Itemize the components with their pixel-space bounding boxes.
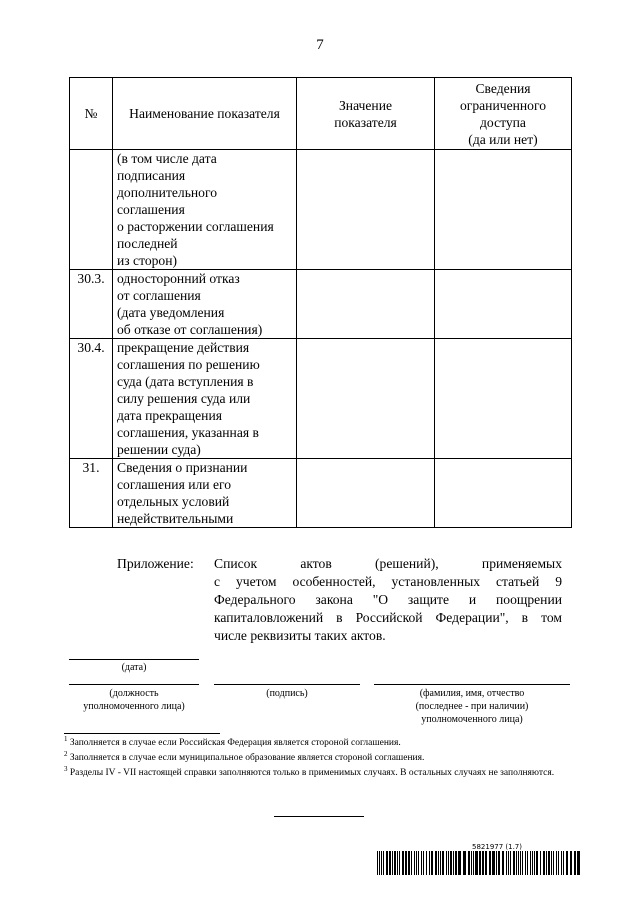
footnote-mark: 2 [64,749,68,758]
barcode-bar [485,851,487,875]
date-caption: (дата) [121,662,147,673]
header-num: № [70,78,113,150]
row-name: (в том числе дата подписания дополнительного соглашения о расторжении соглашения последней из сторон) [113,150,297,270]
barcode-bar [498,851,500,875]
barcode-bar [530,851,531,875]
footnote-mark: 3 [64,764,68,773]
barcode-bar [394,851,396,875]
barcode-label: 5821977 (1.7) [472,843,522,851]
barcode-bar [577,851,580,875]
barcode-bar [414,851,415,875]
barcode-bar [516,851,517,875]
appendix-text [214,555,562,645]
footnote-mark: 1 [64,734,68,743]
barcode-bar [574,851,576,875]
barcode-bar [435,851,437,875]
barcode-bar [429,851,430,875]
footnote-separator [64,733,220,734]
row-value [297,459,435,528]
barcode-bar [563,851,564,875]
barcode-bar [386,851,388,875]
barcode-bar [522,851,523,875]
appendix-line: Федерального закона "О защите и поощрении [214,592,562,607]
indicators-table [69,77,572,528]
footnote-text: Заполняется в случае если Российская Федерация является стороной соглашения. [69,738,401,748]
barcode-bar [423,851,424,875]
barcode-bar [543,851,545,875]
barcode-bar [548,851,550,875]
barcode-bar [556,851,557,875]
barcode-bar [426,851,427,875]
row-value [297,150,435,270]
table-row [70,339,572,459]
barcode-bar [379,851,380,875]
position-line [69,684,199,685]
barcode-bar [561,851,562,875]
bottom-rule [274,816,364,817]
barcode [377,851,582,875]
barcode-bar [399,851,400,875]
barcode-bar [440,851,441,875]
row-restricted [435,459,572,528]
barcode-bar [520,851,521,875]
row-restricted [435,150,572,270]
appendix-label: Приложение: [117,556,194,571]
barcode-bar [492,851,495,875]
barcode-bar [546,851,547,875]
barcode-bar [468,851,470,875]
barcode-bar [408,851,410,875]
barcode-bar [442,851,444,875]
barcode-bar [421,851,422,875]
barcode-bar [489,851,491,875]
row-number [70,150,113,270]
barcode-bar [411,851,412,875]
barcode-bar [513,851,515,875]
header-restricted: Сведения ограниченного доступа (да или нет) [435,78,572,150]
row-value [297,270,435,339]
barcode-bar [448,851,449,875]
barcode-bar [518,851,519,875]
appendix-line: капиталовложений в Российской Федерации", в том [214,610,562,625]
table-row [70,270,572,339]
barcode-bar [510,851,511,875]
signature-caption: (подпись) [266,688,308,699]
barcode-bar [377,851,378,875]
position-caption: (должность уполномоченного лица) [83,688,185,712]
row-name: Сведения о признании соглашения или его отдельных условий недействительными [113,459,297,528]
barcode-bar [496,851,497,875]
barcode-bar [453,851,454,875]
barcode-bar [540,851,541,875]
barcode-bar [570,851,572,875]
barcode-bar [482,851,484,875]
barcode-bar [473,851,474,875]
row-name: односторонний отказ от соглашения (дата уведомления об отказе от соглашения) [113,270,297,339]
signature-line [214,684,360,685]
footnote-1 [64,734,574,749]
header-name: Наименование показателя [113,78,297,150]
fullname-caption: (фамилия, имя, отчество (последнее - при наличии) уполномоченного лица) [415,688,529,725]
barcode-bar [558,851,559,875]
row-number: 30.4. [70,339,113,459]
appendix-line: Список актов (решений), применяемых [214,556,562,571]
table-header-row [70,78,572,150]
barcode-bar [397,851,398,875]
barcode-bar [458,851,461,875]
appendix-line: числе реквизиты таких актов. [214,628,386,643]
row-number: 31. [70,459,113,528]
barcode-bar [463,851,466,875]
barcode-bar [508,851,509,875]
row-value [297,339,435,459]
row-restricted [435,339,572,459]
table-row [70,459,572,528]
footnote-text: Заполняется в случае если муниципальное образование является стороной соглашения. [69,753,425,763]
barcode-bar [534,851,535,875]
barcode-bar [438,851,439,875]
barcode-bar [402,851,404,875]
barcode-bar [553,851,554,875]
barcode-bar [479,851,481,875]
barcode-bar [446,851,447,875]
barcode-bar [431,851,433,875]
row-number: 30.3. [70,270,113,339]
barcode-bar [405,851,407,875]
footnote-2 [64,749,574,764]
table-row [70,150,572,270]
barcode-bar [506,851,507,875]
barcode-bar [381,851,382,875]
barcode-bar [532,851,533,875]
fullname-line [374,684,570,685]
barcode-bar [392,851,393,875]
footnote-text: Разделы IV - VII настоящей справки заполняются только в применимых случаях. В остальных случаях не заполняются. [69,768,555,778]
barcode-bar [418,851,419,875]
page-number: 7 [316,37,324,53]
barcode-bar [471,851,472,875]
barcode-bar [475,851,478,875]
barcode-bar [551,851,552,875]
appendix-line: с учетом особенностей, установленных статьей 9 [214,574,562,589]
date-line [69,659,199,660]
footnote-3 [64,764,574,779]
header-value: Значение показателя [297,78,435,150]
barcode-bar [455,851,457,875]
barcode-bar [525,851,526,875]
row-name: прекращение действия соглашения по решению суда (дата вступления в силу решения суда или дата прекращения соглашения, указанная в решении суда) [113,339,297,459]
barcode-bar [389,851,391,875]
barcode-bar [502,851,504,875]
barcode-bar [566,851,568,875]
barcode-bar [383,851,384,875]
barcode-bar [450,851,452,875]
barcode-bar [416,851,417,875]
row-restricted [435,270,572,339]
barcode-bar [536,851,538,875]
barcode-bar [527,851,528,875]
